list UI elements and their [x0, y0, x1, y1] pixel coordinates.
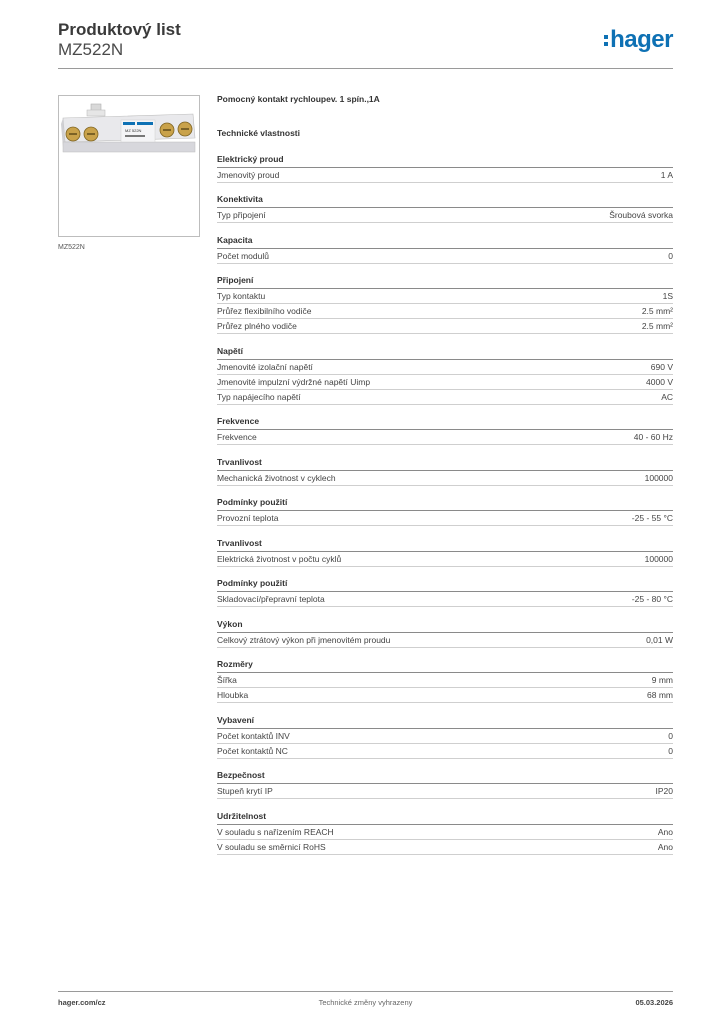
logo-dots-icon [604, 35, 608, 46]
spec-content [217, 94, 673, 855]
spec-label: Elektrická životnost v počtu cyklů [217, 553, 342, 564]
spec-group [217, 715, 673, 759]
spec-groups [217, 154, 673, 855]
spec-row [217, 552, 673, 567]
tech-section-title: Technické vlastnosti [217, 128, 300, 138]
spec-label: Jmenovité impulzní výdržné napětí Uimp [217, 376, 371, 387]
spec-label: Jmenovité izolační napětí [217, 361, 313, 372]
spec-group [217, 154, 673, 183]
spec-group-title: Konektivita [217, 194, 673, 208]
spec-row [217, 390, 673, 405]
spec-group [217, 416, 673, 445]
spec-group [217, 811, 673, 855]
product-code: MZ522N [58, 40, 124, 59]
spec-label: Typ připojení [217, 210, 266, 220]
auxiliary-contact-illustration [59, 96, 199, 236]
spec-group-title: Podmínky použití [217, 578, 673, 592]
spec-value: 0 [668, 745, 673, 756]
spec-row [217, 784, 673, 799]
spec-value: 100000 [644, 553, 673, 564]
spec-value: 0 [668, 730, 673, 741]
spec-value: 1S [662, 291, 673, 301]
spec-value: 68 mm [647, 690, 673, 700]
image-caption: MZ522N [58, 244, 85, 251]
spec-row [217, 168, 673, 183]
spec-value: 9 mm [651, 675, 673, 685]
spec-group [217, 578, 673, 607]
spec-label: Šířka [217, 675, 237, 685]
spec-group [217, 619, 673, 648]
spec-group-title: Trvanlivost [217, 457, 673, 471]
spec-group-title: Udržitelnost [217, 811, 673, 825]
product-image [58, 95, 200, 237]
spec-label: Počet kontaktů INV [217, 730, 290, 741]
footer-notice: Technické změny vyhrazeny [318, 998, 413, 1007]
spec-value: Ano [657, 826, 673, 837]
spec-group-title: Elektrický proud [217, 154, 673, 168]
spec-row [217, 688, 673, 703]
spec-value: 100000 [644, 472, 673, 483]
spec-label: Průřez flexibilního vodiče [217, 306, 312, 316]
hager-logo [604, 28, 673, 52]
spec-group [217, 770, 673, 799]
spec-group-title: Kapacita [217, 235, 673, 249]
spec-value: IP20 [655, 786, 673, 796]
header-divider [58, 68, 673, 69]
page-header [58, 20, 673, 70]
spec-group [217, 275, 673, 334]
spec-group [217, 538, 673, 567]
spec-row [217, 430, 673, 445]
spec-label: Celkový ztrátový výkon při jmenovitém proudu [217, 634, 391, 645]
spec-value: 1 A [660, 169, 673, 180]
spec-row [217, 208, 673, 223]
spec-value: Ano [657, 841, 673, 852]
spec-value: AC [661, 391, 673, 402]
spec-row [217, 249, 673, 264]
spec-group [217, 346, 673, 405]
spec-group-title: Trvanlivost [217, 538, 673, 552]
spec-label: V souladu se směrnicí RoHS [217, 841, 326, 852]
spec-label: Počet modulů [217, 250, 269, 261]
spec-label: Frekvence [217, 432, 257, 442]
spec-row [217, 471, 673, 486]
spec-row [217, 375, 673, 390]
spec-group-title: Bezpečnost [217, 770, 673, 784]
footer-divider [58, 991, 673, 992]
spec-group-title: Frekvence [217, 416, 673, 430]
spec-group-title: Vybavení [217, 715, 673, 729]
spec-label: Průřez plného vodiče [217, 321, 297, 331]
spec-row [217, 511, 673, 526]
spec-value: 2.5 mm² [641, 306, 673, 316]
spec-row [217, 289, 673, 304]
spec-group-title: Napětí [217, 346, 673, 360]
spec-label: Hloubka [217, 690, 249, 700]
spec-row [217, 744, 673, 759]
spec-label: Mechanická životnost v cyklech [217, 472, 336, 483]
spec-group [217, 497, 673, 526]
spec-group [217, 659, 673, 703]
spec-row [217, 304, 673, 319]
spec-value: -25 - 55 °C [631, 513, 673, 523]
spec-value: Šroubová svorka [609, 210, 673, 220]
spec-label: Provozní teplota [217, 513, 279, 523]
spec-row [217, 319, 673, 334]
logo-text: hager [610, 26, 673, 53]
spec-value: 0 [668, 250, 673, 261]
spec-row [217, 825, 673, 840]
spec-label: Stupeň krytí IP [217, 786, 273, 796]
spec-group-title: Výkon [217, 619, 673, 633]
spec-group [217, 457, 673, 486]
spec-value: 40 - 60 Hz [633, 432, 673, 442]
spec-row [217, 360, 673, 375]
spec-value: 690 V [650, 361, 673, 372]
image-label: MZ 522N [125, 128, 142, 133]
footer-date: 05.03.2026 [635, 998, 673, 1007]
spec-row [217, 840, 673, 855]
spec-row [217, 729, 673, 744]
spec-row [217, 633, 673, 648]
footer-url: hager.com/cz [58, 998, 106, 1007]
spec-label: Typ napájecího napětí [217, 391, 301, 402]
page-title: Produktový list [58, 20, 181, 39]
spec-row [217, 592, 673, 607]
spec-label: Počet kontaktů NC [217, 745, 288, 756]
spec-group [217, 194, 673, 223]
spec-group-title: Rozměry [217, 659, 673, 673]
spec-value: -25 - 80 °C [631, 594, 673, 604]
spec-label: Typ kontaktu [217, 291, 266, 301]
product-description: Pomocný kontakt rychloupev. 1 spín.,1A [217, 94, 380, 104]
spec-group [217, 235, 673, 264]
spec-value: 2.5 mm² [641, 321, 673, 331]
spec-row [217, 673, 673, 688]
spec-label: Jmenovitý proud [217, 169, 280, 180]
spec-group-title: Podmínky použití [217, 497, 673, 511]
spec-group-title: Připojení [217, 275, 673, 289]
spec-label: Skladovací/přepravní teplota [217, 594, 325, 604]
spec-label: V souladu s nařízením REACH [217, 826, 334, 837]
spec-value: 4000 V [646, 376, 673, 387]
spec-value: 0,01 W [646, 634, 673, 645]
